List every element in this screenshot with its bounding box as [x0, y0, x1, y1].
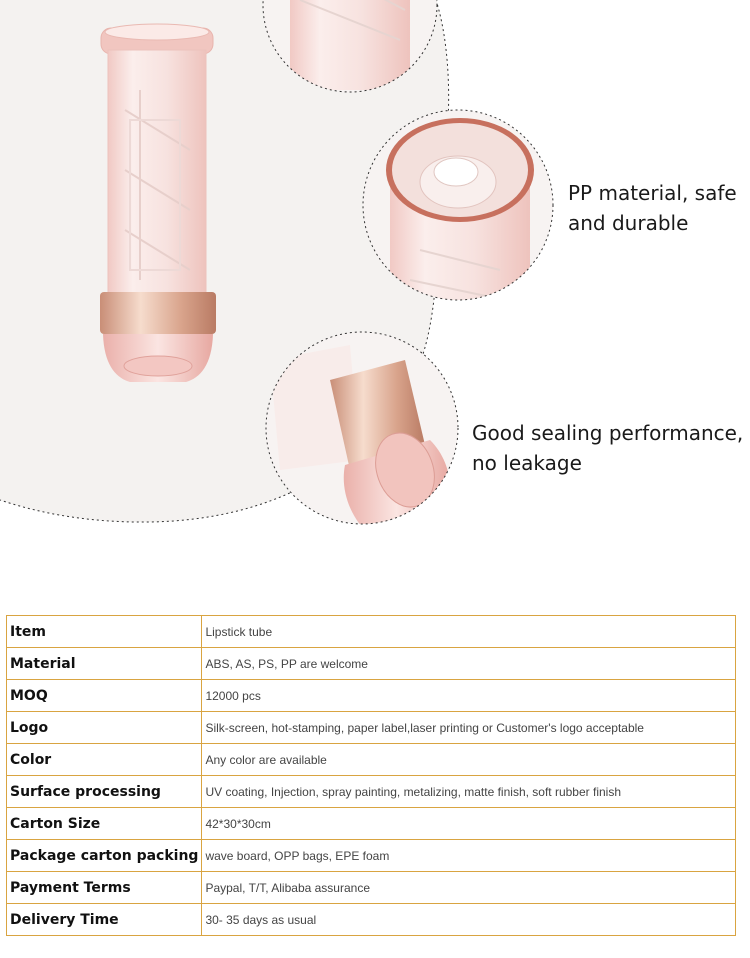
spec-label: MOQ	[7, 680, 202, 712]
table-row	[7, 648, 736, 680]
spec-label: Carton Size	[7, 808, 202, 840]
detail-circle-bottom	[266, 332, 458, 540]
feature-sealing-text: Good sealing performance, no leakage	[472, 421, 744, 475]
spec-value: UV coating, Injection, spray painting, metalizing, matte finish, soft rubber finish	[202, 776, 736, 808]
table-row	[7, 616, 736, 648]
spec-value: Any color are available	[202, 744, 736, 776]
table-row	[7, 840, 736, 872]
spec-value: 12000 pcs	[202, 680, 736, 712]
spec-value: Paypal, T/T, Alibaba assurance	[202, 872, 736, 904]
spec-label: Surface processing	[7, 776, 202, 808]
spec-label: Delivery Time	[7, 904, 202, 936]
spec-table	[6, 615, 736, 936]
table-row	[7, 904, 736, 936]
table-row	[7, 808, 736, 840]
spec-label: Material	[7, 648, 202, 680]
table-row	[7, 872, 736, 904]
table-row	[7, 776, 736, 808]
table-row	[7, 712, 736, 744]
spec-value: wave board, OPP bags, EPE foam	[202, 840, 736, 872]
spec-value: ABS, AS, PS, PP are welcome	[202, 648, 736, 680]
spec-label: Item	[7, 616, 202, 648]
feature-material-text: PP material, safe and durable	[568, 181, 737, 235]
lipstick-tube-drawing	[100, 24, 216, 382]
spec-label: Logo	[7, 712, 202, 744]
spec-label: Package carton packing	[7, 840, 202, 872]
spec-value: Lipstick tube	[202, 616, 736, 648]
table-row	[7, 680, 736, 712]
spec-label: Payment Terms	[7, 872, 202, 904]
spec-value: Silk-screen, hot-stamping, paper label,laser printing or Customer's logo acceptable	[202, 712, 736, 744]
spec-label: Color	[7, 744, 202, 776]
table-row	[7, 744, 736, 776]
spec-value: 42*30*30cm	[202, 808, 736, 840]
spec-value: 30- 35 days as usual	[202, 904, 736, 936]
